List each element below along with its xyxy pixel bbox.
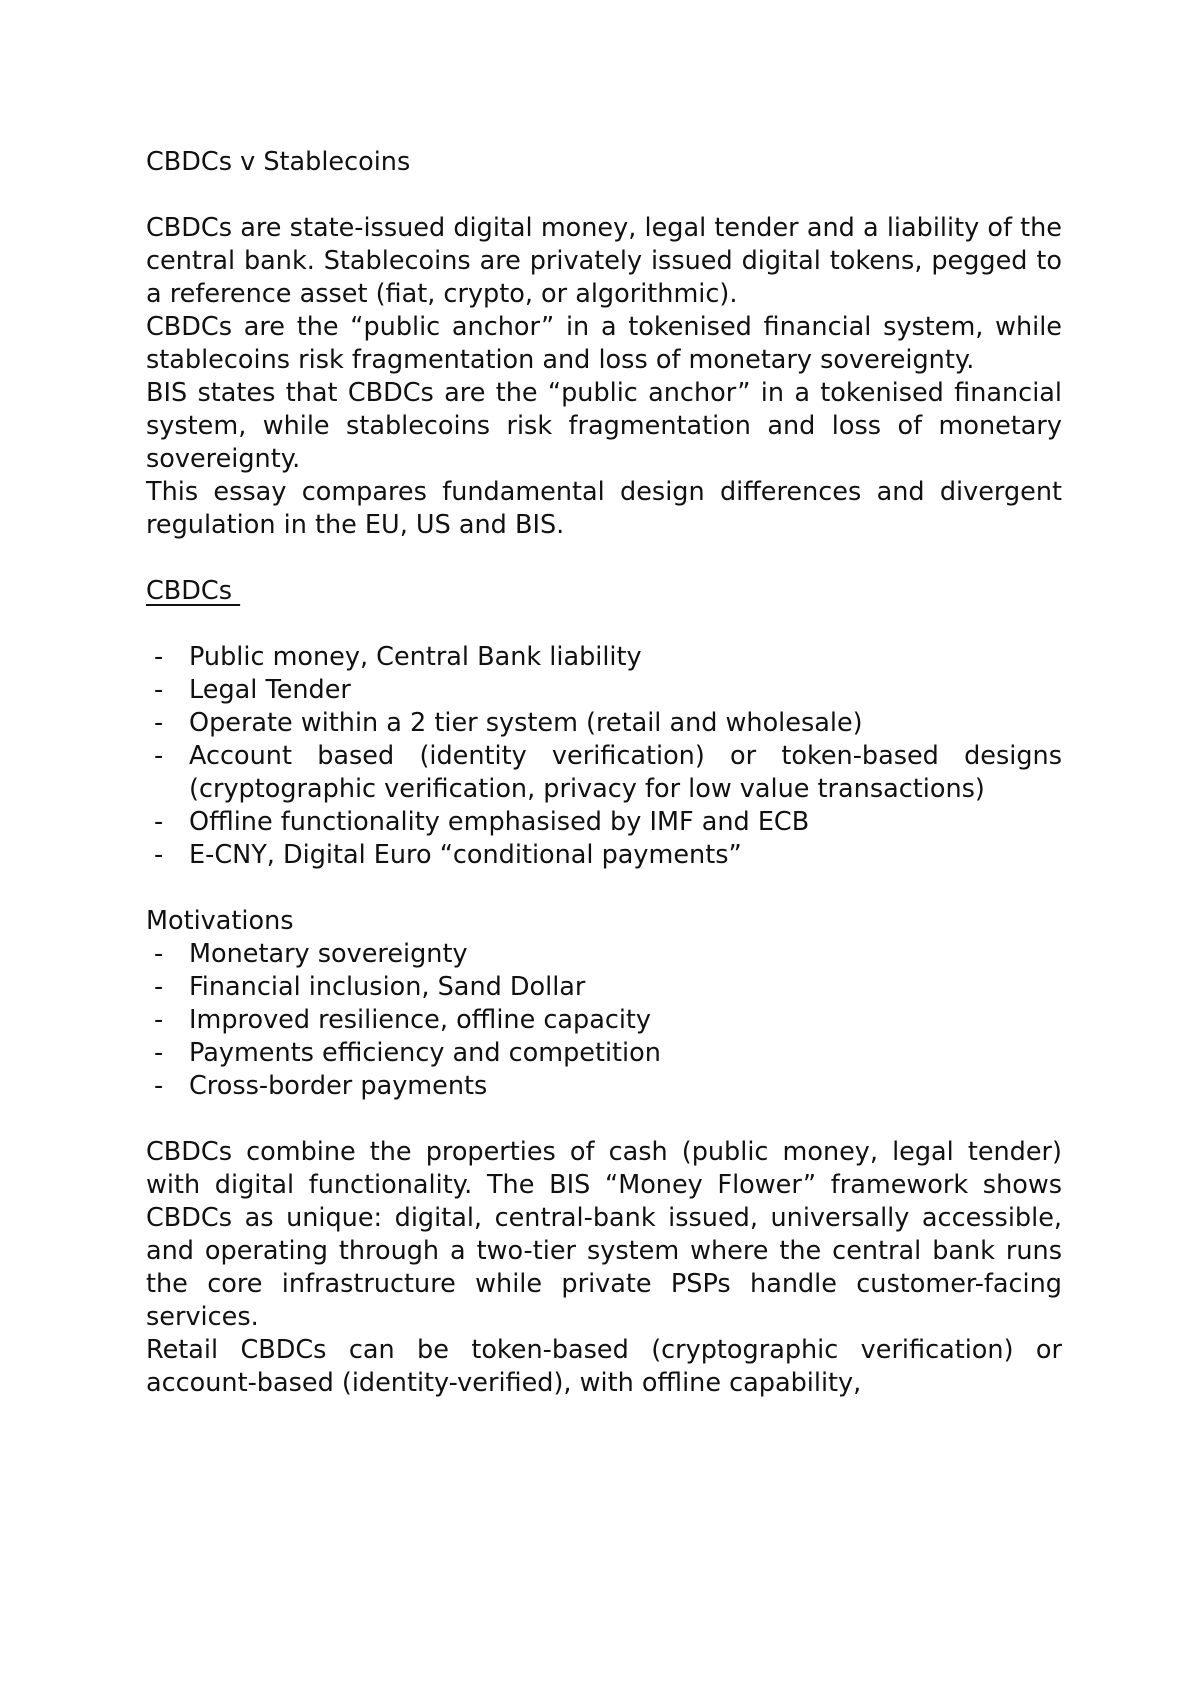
list-item-text: Public money, Central Bank liability: [189, 642, 642, 672]
intro-paragraph: BIS states that CBDCs are the “public anchor” in a tokenised financial system, while stablecoins risk fragmentation and loss of monetary sovereignty.: [146, 378, 1062, 474]
motivations-heading: Motivations: [146, 906, 294, 936]
spacer: [146, 542, 1062, 575]
list-item: [146, 641, 1062, 674]
list-item-text: Monetary sovereignty: [189, 939, 468, 969]
motivations-bullet-list: [146, 938, 1062, 1103]
list-item-text: E-CNY, Digital Euro “conditional payments”: [189, 840, 742, 870]
intro-section: [146, 212, 1062, 542]
list-item-text: Improved resilience, offline capacity: [189, 1005, 652, 1035]
dash-bullet: -: [154, 1005, 164, 1035]
intro-paragraph: This essay compares fundamental design differences and divergent regulation in the EU, US and BIS.: [146, 477, 1062, 540]
list-item: [146, 1004, 1062, 1037]
list-item-text: Cross-border payments: [189, 1071, 488, 1101]
cbdcs-heading: [146, 575, 1062, 608]
body-paragraph: CBDCs combine the properties of cash (public money, legal tender) with digital functionality. The BIS “Money Flower” framework shows CBDCs as unique: digital, central-bank issued, universally accessible, and operating through a two-tier system where the central bank runs the core infrastructure while private PSPs handle customer-facing services.: [146, 1137, 1062, 1332]
spacer: [146, 608, 1062, 641]
intro-paragraph: CBDCs are state-issued digital money, legal tender and a liability of the central bank. Stablecoins are privately issued digital tokens, pegged to a reference asset (fiat, crypto, or algorithmic).: [146, 213, 1062, 309]
document-page: [146, 146, 1062, 1400]
list-item: [146, 806, 1062, 839]
spacer: [146, 1103, 1062, 1136]
dash-bullet: -: [154, 1071, 164, 1101]
dash-bullet: -: [154, 675, 164, 705]
list-item: [146, 839, 1062, 872]
list-item: [146, 1070, 1062, 1103]
list-item-text: Account based (identity verification) or token-based designs (cryptographic verification, privacy for low value transactions): [189, 741, 1062, 804]
list-item-text: Operate within a 2 tier system (retail and wholesale): [189, 708, 863, 738]
dash-bullet: -: [154, 1038, 164, 1068]
cbdcs-bullet-list: [146, 641, 1062, 872]
dash-bullet: -: [154, 939, 164, 969]
dash-bullet: -: [154, 807, 164, 837]
list-item-text: Payments efficiency and competition: [189, 1038, 661, 1068]
list-item-text: Legal Tender: [189, 675, 351, 705]
cbdcs-heading-text: CBDCs: [146, 576, 241, 606]
list-item: [146, 938, 1062, 971]
dash-bullet: -: [154, 642, 164, 672]
dash-bullet: -: [154, 972, 164, 1002]
dash-bullet: -: [154, 741, 164, 771]
list-item-text: Financial inclusion, Sand Dollar: [189, 972, 586, 1002]
list-item-text: Offline functionality emphasised by IMF and ECB: [189, 807, 810, 837]
document-title: CBDCs v Stablecoins: [146, 147, 411, 177]
list-item: [146, 740, 1062, 806]
list-item: [146, 1037, 1062, 1070]
body-paragraph: Retail CBDCs can be token-based (cryptographic verification) or account-based (identity-verified), with offline capability,: [146, 1335, 1062, 1398]
list-item: [146, 674, 1062, 707]
spacer: [146, 872, 1062, 905]
list-item: [146, 707, 1062, 740]
list-item: [146, 971, 1062, 1004]
dash-bullet: -: [154, 708, 164, 738]
intro-paragraph: CBDCs are the “public anchor” in a tokenised financial system, while stablecoins risk fragmentation and loss of monetary sovereignty.: [146, 312, 1062, 375]
dash-bullet: -: [154, 840, 164, 870]
closing-section: [146, 1136, 1062, 1400]
